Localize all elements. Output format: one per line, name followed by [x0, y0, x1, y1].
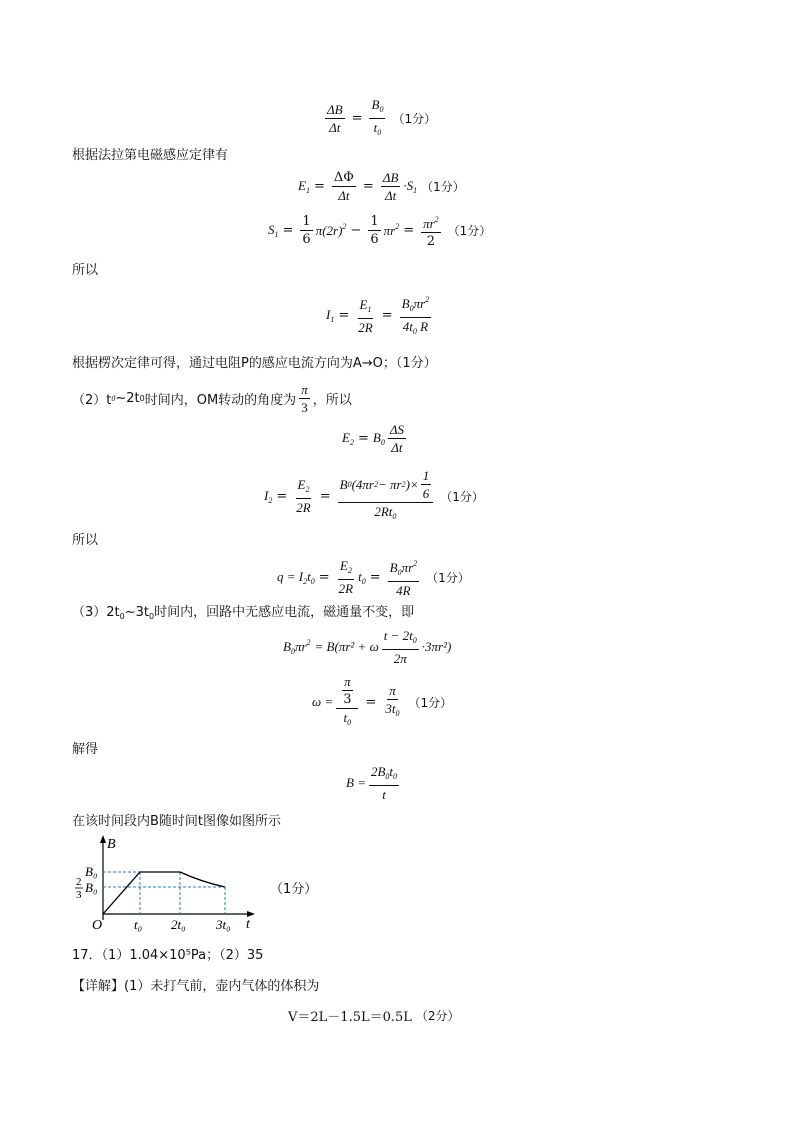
y-axis-arrow — [100, 835, 106, 843]
y-tick-frac-den: 3 — [76, 889, 82, 901]
text-graph-intro: 在该时间段内B随时间t图像如图所示 — [72, 814, 282, 829]
score-label: （1分） — [440, 489, 484, 504]
text-part3: $(3)2t_0\sim 3t_0$时间内，回路中无感应电流，磁通量不变，即 — [72, 605, 415, 621]
equation-db-dt: $\frac{\Delta B}{\Delta t}$ = $\frac{B_0}{t_0}$ （1分） — [322, 97, 436, 140]
fraction-db-dt-2: $\frac{\Delta B}{\Delta t}$ — [382, 170, 399, 203]
fraction-b0-t0: $\frac{B_0}{t_0}$ — [371, 97, 384, 137]
equation-e2: $E_2$ = $B_0$ $\frac{\Delta S}{\Delta t}$ — [342, 422, 404, 455]
score-label: （2分） — [415, 1009, 460, 1023]
b-t-curve-decay — [180, 872, 225, 887]
fraction-dphi-dt: $\frac{\Delta\Phi}{\Delta t}$ — [333, 170, 354, 203]
equation-s1: $S_1$ = $\frac{1}{6}$ $\pi(2r)^2$ − $\frac{1}{6}$ $\pi r^2$ = $\frac{\pi r^2}{2}$ （1分） — [268, 214, 492, 249]
equation-omega: ω = $\frac{\frac{\pi}{3}}{t_0}$ = $\frac{\pi}{3t_0}$ （1分） — [312, 674, 453, 727]
text-q17-answer: 17．（1）1.04×10⁵Pa；（2）35 — [72, 948, 264, 963]
y-axis-label: B — [107, 837, 116, 852]
text-jiede: 解得 — [72, 742, 99, 757]
text-part2: （2）t 0 ~2t 0 时间内，OM转动的角度为 $\frac{\pi}{3}$ ，所以 — [72, 382, 352, 415]
score-label: （1分） — [421, 180, 465, 194]
x-tick-2t0: 2t₀ — [171, 917, 186, 932]
y-tick-frac-num: 2 — [76, 876, 82, 888]
equation-q: $q = I_2t_0$ = $\frac{E_2}{2R}$ $t_0$ = $\frac{B_0\pi r^2}{4R}$ （1分） — [277, 558, 470, 598]
equation-i2: $I_2$ = $\frac{E_2}{2R}$ = B 0 (4πr 2 − πr 2 )× $\frac{1}{6}$ $2Rt_0$ （1分） — [264, 468, 484, 521]
y-tick-2-3-b0: B₀ — [85, 880, 98, 895]
y-tick-b0: B₀ — [85, 864, 98, 879]
origin-label: O — [92, 918, 103, 932]
score-label: （1分） — [426, 570, 470, 585]
b-t-curve-linear — [103, 872, 180, 914]
text-suoyi-1: 所以 — [72, 263, 99, 278]
text-faraday-law: 根据法拉第电磁感应定律有 — [72, 148, 229, 163]
equation-b-result: B = $\frac{2B_0t_0}{t}$ — [346, 764, 398, 802]
equation-volume: V＝2L－1.5L＝0.5L （2分） — [288, 1009, 460, 1025]
text-suoyi-2: 所以 — [72, 533, 99, 548]
score-label: （1分） — [408, 695, 453, 710]
x-tick-t0: t₀ — [134, 917, 143, 932]
score-label: （1分） — [447, 224, 492, 238]
score-label: （1分） — [392, 112, 437, 126]
graph-score: （1分） — [270, 882, 318, 897]
x-axis-label: t — [246, 917, 250, 932]
b-t-graph — [72, 832, 262, 932]
equation-i1: $I_1$ = $\frac{E_1}{2R}$ = $\frac{B_0\pi r^2}{4t_0 R}$ — [326, 292, 434, 339]
text-detail-1: 【详解】(1）未打气前，壶内气体的体积为 — [72, 979, 320, 994]
text-lenz-law: 根据楞次定律可得，通过电阻P的感应电流方向为A→O；（1分） — [72, 356, 437, 371]
fraction-db-dt: $\frac{\Delta B}{\Delta t}$ — [327, 102, 343, 135]
equation-e1: $E_1$ = $\frac{\Delta\Phi}{\Delta t}$ = $\frac{\Delta B}{\Delta t}$ $\cdot S_1$ （1分） — [298, 170, 465, 203]
equation-flux-conservation: $B_0\pi r^2$ = B(πr² + ω $\frac{t - 2t_0}{2\pi}$ ·3πr²) — [283, 628, 452, 666]
x-tick-3t0: 3t₀ — [216, 917, 231, 932]
